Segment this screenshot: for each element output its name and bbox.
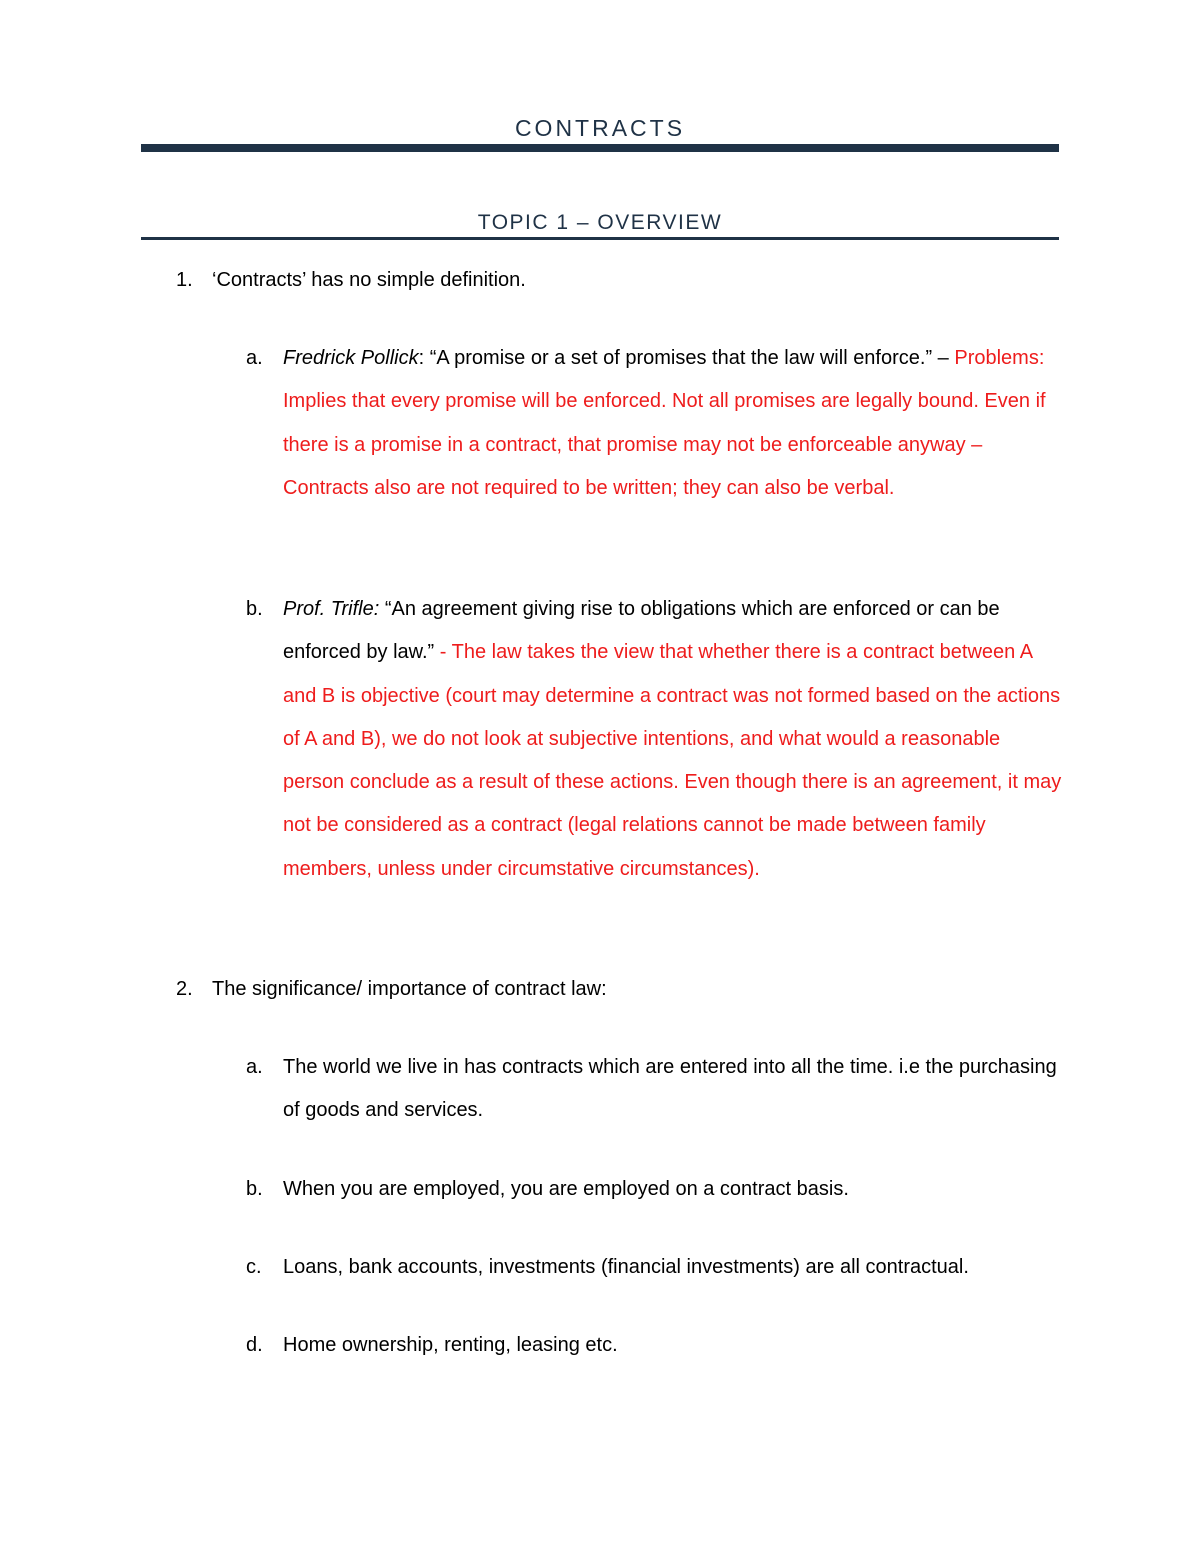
topic-heading: TOPIC 1 – OVERVIEW	[477, 211, 723, 234]
list-item-2a	[246, 1046, 1066, 1133]
list-number: 1.	[176, 269, 193, 291]
list-item-text: Home ownership, renting, leasing etc.	[283, 1334, 618, 1356]
list-item-text: Loans, bank accounts, investments (financial investments) are all contractual.	[283, 1256, 969, 1278]
title-divider	[141, 144, 1059, 152]
list-letter: a.	[246, 1056, 263, 1078]
annotation-note: - The law takes the view that whether there is a contract between A and B is objective (court may determine a contract was not formed based on the actions of A and B), we do not look at subjective intentions, and what would a reasonable person conclude as a result of these actions. Even though there is an agreement, it may not be considered as a contract (legal relations cannot be made between family members, unless under circumstative circumstances).	[283, 641, 1062, 880]
definition-quote: : “A promise or a set of promises that the law will enforce.” –	[418, 347, 949, 369]
list-letter: d.	[246, 1334, 263, 1356]
document-title: CONTRACTS	[514, 115, 686, 141]
author-name: Prof. Trifle:	[283, 598, 380, 620]
list-item-text: The significance/ importance of contract law:	[212, 978, 607, 1000]
list-item-2c	[246, 1246, 1066, 1289]
list-item-text: The world we live in has contracts which are entered into all the time. i.e the purchasing of goods and services.	[283, 1056, 1057, 1122]
list-item-1a	[246, 337, 1066, 510]
list-item-text: ‘Contracts’ has no simple definition.	[212, 269, 526, 291]
annotation-note: Problems: Implies that every promise will be enforced. Not all promises are legally bound. Even if there is a promise in a contract, that promise may not be enforceable anyway – Contracts also are not required to be written; they can also be verbal.	[283, 347, 1046, 499]
list-item-2	[176, 968, 1066, 1011]
definition-quote: “An agreement giving rise to obligations which are enforced or can be enforced by law.”	[283, 598, 1000, 664]
list-item-2b	[246, 1168, 1066, 1211]
list-item-1	[176, 259, 1066, 302]
list-item-text: When you are employed, you are employed on a contract basis.	[283, 1178, 849, 1200]
list-item-2d	[246, 1324, 1066, 1367]
list-letter: b.	[246, 1178, 263, 1200]
list-item-1b	[246, 588, 1066, 891]
author-name: Fredrick Pollick	[283, 347, 419, 369]
list-letter: c.	[246, 1256, 262, 1278]
topic-divider	[141, 237, 1059, 240]
list-letter: b.	[246, 598, 263, 620]
definition-pollick	[283, 337, 1066, 510]
definition-trifle	[283, 588, 1066, 891]
list-letter: a.	[246, 347, 263, 369]
list-number: 2.	[176, 978, 193, 1000]
